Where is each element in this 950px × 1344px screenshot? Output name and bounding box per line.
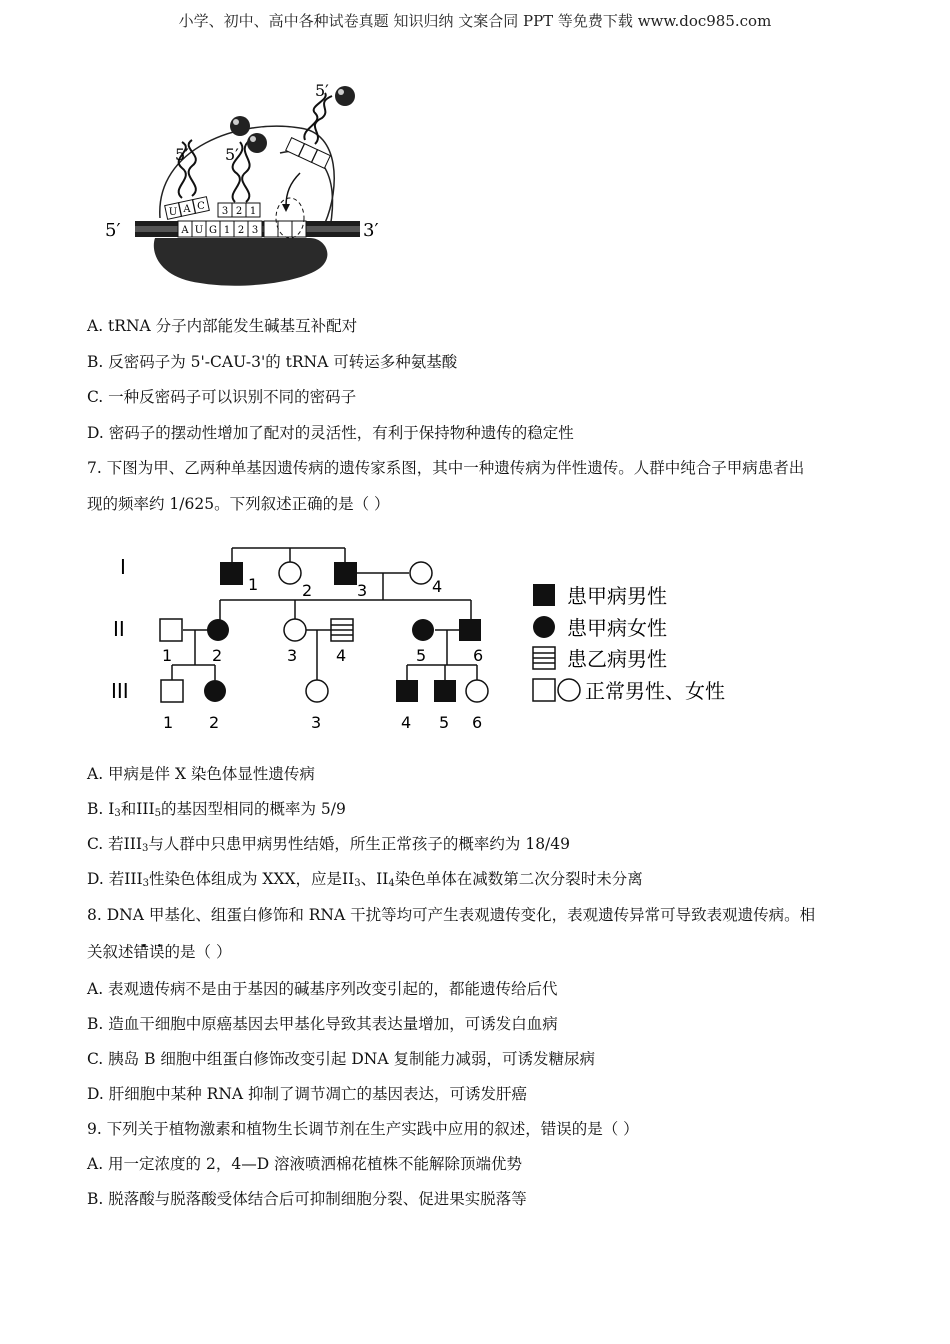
iii2-affected-female xyxy=(204,680,226,702)
codon-letter: 2 xyxy=(237,225,245,236)
legend-affected-male-icon xyxy=(533,584,555,606)
pedigree-legend xyxy=(533,584,725,703)
i4-normal-female xyxy=(410,562,432,584)
ii5-affected-female xyxy=(412,619,434,641)
ii2-affected-female xyxy=(207,619,229,641)
ii6-affected-male xyxy=(459,619,481,641)
iii-number: 5 xyxy=(439,713,450,732)
iii5-affected-male xyxy=(434,680,456,702)
q9-stem: 9. 下列关于植物激素和植物生长调节剂在生产实践中应用的叙述，错误的是（ ） xyxy=(87,1120,639,1138)
trna-2 xyxy=(218,116,267,217)
i1-affected-male xyxy=(220,562,243,585)
gen-label-ii: II xyxy=(113,617,125,641)
q7-stem-line2: 现的频率约 1/625。下列叙述正确的是（ ） xyxy=(87,495,390,513)
q8-stem-line1: 8. DNA 甲基化、组蛋白修饰和 RNA 干扰等均可产生表观遗传变化，表观遗传异常可导致表观遗传病。相 xyxy=(87,906,816,924)
i-number: 2 xyxy=(302,581,313,600)
anticodon-letter: 1 xyxy=(249,206,257,217)
five-prime-label: 5′ xyxy=(225,145,239,164)
anticodon-letter: C xyxy=(197,201,205,212)
q8-option-b: B. 造血干细胞中原癌基因去甲基化导致其表达量增加，可诱发白血病 xyxy=(87,1015,558,1033)
anticodon-letter: U xyxy=(168,207,178,218)
q7-stem-line1: 7. 下图为甲、乙两种单基因遗传病的遗传家系图，其中一种遗传病为伴性遗传。人群中纯合子甲病患者出 xyxy=(87,459,805,477)
codon-letter: A xyxy=(181,225,189,236)
translation-diagram xyxy=(100,78,390,293)
iii3-normal-female xyxy=(306,680,328,702)
codon-letter: G xyxy=(209,225,217,236)
anticodon-letter: A xyxy=(183,204,191,215)
q9-option-b: B. 脱落酸与脱落酸受体结合后可抑制细胞分裂、促进果实脱落等 xyxy=(87,1190,527,1208)
page-header: 小学、初中、高中各种试卷真题 知识归纳 文案合同 PPT 等免费下载 www.doc985.com xyxy=(178,12,772,30)
legend-normal-male-icon xyxy=(533,679,555,701)
i-number: 1 xyxy=(248,575,259,594)
q6-option-a: A. tRNA 分子内部能发生碱基互补配对 xyxy=(87,317,358,335)
ii4-yi-affected-male xyxy=(331,619,353,641)
codon-boxes xyxy=(178,221,306,237)
legend-yi-male-icon xyxy=(533,647,555,669)
ii-number: 6 xyxy=(473,646,484,665)
entry-arrow xyxy=(286,173,300,206)
iii-number: 1 xyxy=(163,713,174,732)
iii-number: 2 xyxy=(209,713,220,732)
ii-number: 2 xyxy=(212,646,223,665)
q7-option-c: C. 若$III_3$与人群中只患甲病男性结婚，所生正常孩子的概率约为 18/49 xyxy=(87,835,571,854)
iii6-normal-female xyxy=(466,680,488,702)
ribosome-small-subunit xyxy=(154,238,328,286)
q8-option-d: D. 肝细胞中某种 RNA 抑制了调节凋亡的基因表达，可诱发肝癌 xyxy=(87,1085,528,1103)
mrna-three-prime-label: 3′ xyxy=(363,220,379,241)
trna-1 xyxy=(165,140,210,219)
q7-option-a: A. 甲病是伴 X 染色体显性遗传病 xyxy=(87,765,315,783)
ii-number: 4 xyxy=(336,646,347,665)
i-number: 3 xyxy=(357,581,368,600)
ii-number: 5 xyxy=(416,646,427,665)
legend-label: 患乙病男性 xyxy=(567,647,667,671)
legend-normal-female-icon xyxy=(558,679,580,701)
gen-label-iii: III xyxy=(111,679,129,703)
anticodon-letter: 2 xyxy=(235,206,243,217)
ii-number: 1 xyxy=(162,646,173,665)
i2-normal-female xyxy=(279,562,301,584)
codon-letter: U xyxy=(194,225,204,236)
anticodon-letter: 3 xyxy=(221,206,229,217)
legend-label: 正常男性、女性 xyxy=(585,679,725,703)
q9-option-a: A. 用一定浓度的 2，4—D 溶液喷洒棉花植株不能解除顶端优势 xyxy=(87,1155,523,1173)
i-number: 4 xyxy=(432,577,443,596)
legend-label: 患甲病男性 xyxy=(567,584,667,608)
codon-letter: 3 xyxy=(251,225,259,236)
codon-letter: 1 xyxy=(223,225,231,236)
iii1-normal-male xyxy=(161,680,183,702)
ii1-normal-male xyxy=(160,619,182,641)
q6-option-d: D. 密码子的摆动性增加了配对的灵活性，有利于保持物种遗传的稳定性 xyxy=(87,424,574,442)
iii-number: 3 xyxy=(311,713,322,732)
five-prime-label: 5′ xyxy=(315,81,329,100)
mrna-five-prime-label: 5′ xyxy=(105,220,121,241)
q7-option-b: B. $I_3$和$III_5$的基因型相同的概率为 5/9 xyxy=(87,800,346,819)
legend-label: 患甲病女性 xyxy=(567,616,667,640)
q8-stem-line2: 关叙述错误的是（ ） xyxy=(87,943,232,961)
trna-3 xyxy=(286,81,355,168)
q7-option-d: D. 若$III_3$性染色体组成为 XXX，应是$II_3$、$II_4$染色单体在减数第二次分裂时未分离 xyxy=(87,870,643,889)
ii-number: 3 xyxy=(287,646,298,665)
iii-number: 6 xyxy=(472,713,483,732)
ii3-normal-female xyxy=(284,619,306,641)
pedigree-chart xyxy=(105,540,755,740)
q6-option-c: C. 一种反密码子可以识别不同的密码子 xyxy=(87,388,357,406)
iii-number: 4 xyxy=(401,713,412,732)
q8-option-a: A. 表观遗传病不是由于基因的碱基序列改变引起的，都能遗传给后代 xyxy=(87,980,558,998)
five-prime-label: 5′ xyxy=(175,145,189,164)
i3-affected-male xyxy=(334,562,357,585)
gen-label-i: I xyxy=(120,555,126,579)
q6-option-b: B. 反密码子为 5'-CAU-3'的 tRNA 可转运多种氨基酸 xyxy=(87,353,458,371)
legend-affected-female-icon xyxy=(533,616,555,638)
iii4-affected-male xyxy=(396,680,418,702)
q8-option-c: C. 胰岛 B 细胞中组蛋白修饰改变引起 DNA 复制能力减弱，可诱发糖尿病 xyxy=(87,1050,595,1068)
